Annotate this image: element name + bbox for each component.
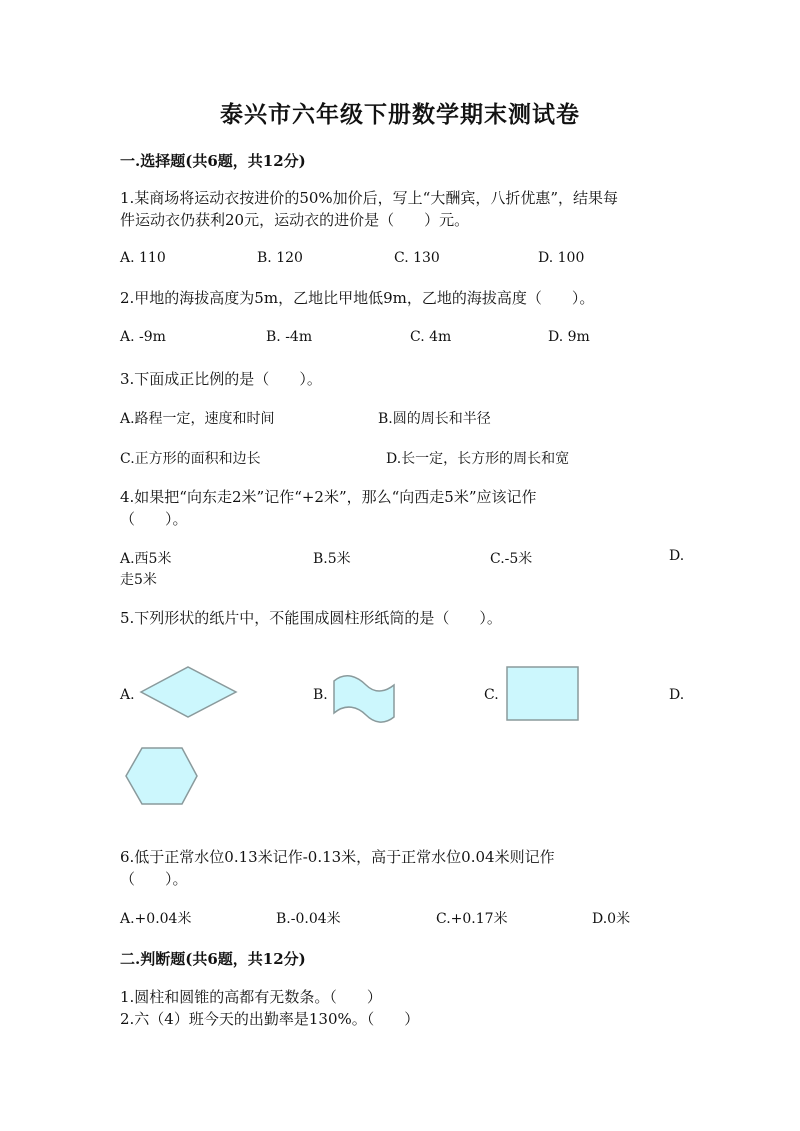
question-4-line-1: 4.如果把“向东走2米”记作“+2米”，那么“向西走5米”应该记作 <box>120 488 537 506</box>
q6-option-a[interactable]: A.+0.04米 <box>120 911 192 927</box>
q6-option-c[interactable]: C.+0.17米 <box>436 911 508 927</box>
question-3: 3.下面成正比例的是（ ）。 <box>120 370 322 388</box>
q4-option-d[interactable]: D. <box>669 548 685 564</box>
rhombus-shape <box>138 664 240 720</box>
question-4-line-2: （ ）。 <box>120 510 188 528</box>
section-heading-choice: 一.选择题(共6题，共12分) <box>120 152 306 170</box>
q3-option-d[interactable]: D.长一定，长方形的周长和宽 <box>386 451 570 467</box>
q1-option-b[interactable]: B. 120 <box>257 250 303 266</box>
q3-option-c[interactable]: C.正方形的面积和边长 <box>120 451 261 467</box>
q4-option-b[interactable]: B.5米 <box>313 551 351 567</box>
q6-option-d[interactable]: D.0米 <box>592 911 631 927</box>
section-heading-judgement: 二.判断题(共6题，共12分) <box>120 950 306 968</box>
wavy-flag-shape <box>330 673 398 725</box>
question-6-line-1: 6.低于正常水位0.13米记作-0.13米，高于正常水位0.04米则记作 <box>120 848 555 866</box>
q4-option-c[interactable]: C.-5米 <box>490 551 533 567</box>
q5-option-a[interactable]: A. <box>120 687 135 703</box>
rectangle-shape <box>505 665 581 723</box>
q1-option-d[interactable]: D. 100 <box>538 250 585 266</box>
q6-option-b[interactable]: B.-0.04米 <box>276 911 341 927</box>
judgement-item-2: 2.六（4）班今天的出勤率是130%。（ ） <box>120 1010 420 1028</box>
question-6-line-2: （ ）。 <box>120 870 188 888</box>
q3-option-b[interactable]: B.圆的周长和半径 <box>378 411 491 427</box>
q1-option-a[interactable]: A. 110 <box>120 250 166 266</box>
question-2: 2.甲地的海拔高度为5m，乙地比甲地低9m，乙地的海拔高度（ ）。 <box>120 289 595 307</box>
q5-option-b[interactable]: B. <box>313 687 328 703</box>
q2-option-a[interactable]: A. -9m <box>120 329 166 345</box>
q5-option-c[interactable]: C. <box>484 687 499 703</box>
question-5: 5.下列形状的纸片中，不能围成圆柱形纸筒的是（ ）。 <box>120 609 502 627</box>
q4-option-a[interactable]: A.西5米 <box>120 551 172 567</box>
page-title: 泰兴市六年级下册数学期末测试卷 <box>220 101 580 128</box>
q4-option-d-continued: 走5米 <box>120 572 157 588</box>
q1-option-c[interactable]: C. 130 <box>394 250 440 266</box>
q2-option-c[interactable]: C. 4m <box>410 329 452 345</box>
judgement-item-1: 1.圆柱和圆锥的高都有无数条。（ ） <box>120 988 382 1006</box>
q3-option-a[interactable]: A.路程一定，速度和时间 <box>120 411 275 427</box>
question-1-line-2: 件运动衣仍获利20元，运动衣的进价是（ ）元。 <box>120 211 470 229</box>
hexagon-shape <box>123 745 201 807</box>
question-1-line-1: 1.某商场将运动衣按进价的50%加价后，写上“大酬宾，八折优惠”，结果每 <box>120 189 618 207</box>
q2-option-b[interactable]: B. -4m <box>266 329 313 345</box>
q5-option-d[interactable]: D. <box>669 687 685 703</box>
q2-option-d[interactable]: D. 9m <box>548 329 590 345</box>
